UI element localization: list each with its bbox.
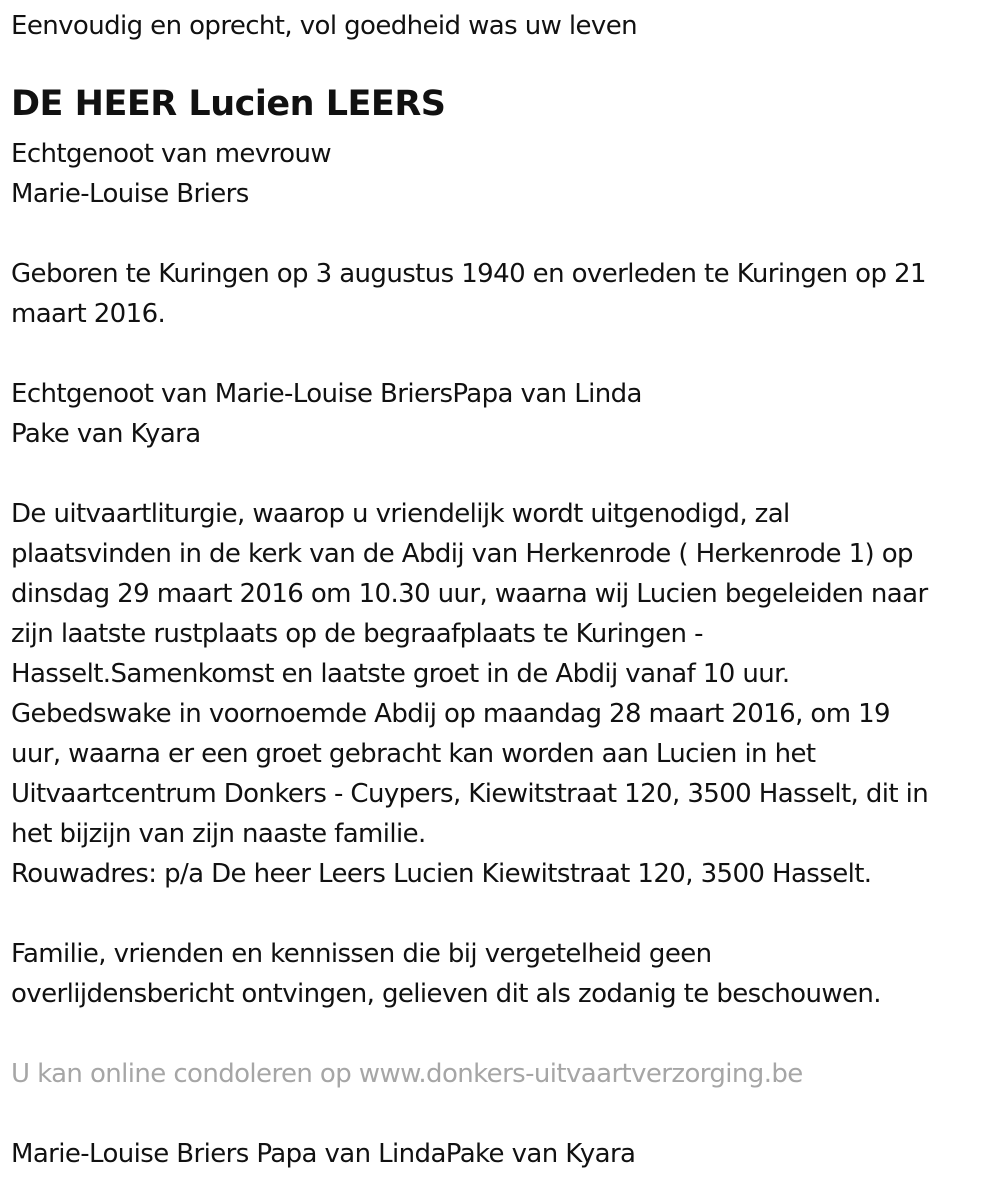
birth-death-line-2: maart 2016. <box>11 299 166 329</box>
spouse-line-1: Echtgenoot van mevrouw <box>11 139 331 169</box>
funeral-line-4: zijn laatste rustplaats op de begraafplaats te Kuringen - <box>11 619 703 649</box>
notice-line-1: Familie, vrienden en kennissen die bij vergetelheid geen <box>11 939 712 969</box>
funeral-line-7: uur, waarna er een groet gebracht kan worden aan Lucien in het <box>11 739 816 769</box>
motto: Eenvoudig en oprecht, vol goedheid was uw leven <box>11 11 637 41</box>
footer-family: Marie-Louise Briers Papa van LindaPake van Kyara <box>11 1139 636 1169</box>
family-line-1: Echtgenoot van Marie-Louise BriersPapa van Linda <box>11 379 642 409</box>
funeral-line-10: Rouwadres: p/a De heer Leers Lucien Kiewitstraat 120, 3500 Hasselt. <box>11 859 872 889</box>
deceased-name: DE HEER Lucien LEERS <box>11 84 446 124</box>
funeral-line-3: dinsdag 29 maart 2016 om 10.30 uur, waarna wij Lucien begeleiden naar <box>11 579 928 609</box>
funeral-line-6: Gebedswake in voornoemde Abdij op maandag 28 maart 2016, om 19 <box>11 699 890 729</box>
funeral-line-1: De uitvaartliturgie, waarop u vriendelijk wordt uitgenodigd, zal <box>11 499 790 529</box>
spouse-line-2: Marie-Louise Briers <box>11 179 249 209</box>
funeral-line-9: het bijzijn van zijn naaste familie. <box>11 819 426 849</box>
notice-line-2: overlijdensbericht ontvingen, gelieven dit als zodanig te beschouwen. <box>11 979 881 1009</box>
birth-death-line-1: Geboren te Kuringen op 3 augustus 1940 en overleden te Kuringen op 21 <box>11 259 926 289</box>
funeral-line-5: Hasselt.Samenkomst en laatste groet in de Abdij vanaf 10 uur. <box>11 659 790 689</box>
funeral-line-2: plaatsvinden in de kerk van de Abdij van Herkenrode ( Herkenrode 1) op <box>11 539 913 569</box>
family-line-2: Pake van Kyara <box>11 419 201 449</box>
funeral-line-8: Uitvaartcentrum Donkers - Cuypers, Kiewitstraat 120, 3500 Hasselt, dit in <box>11 779 929 809</box>
condolence-link[interactable]: U kan online condoleren op www.donkers-uitvaartverzorging.be <box>11 1059 803 1089</box>
